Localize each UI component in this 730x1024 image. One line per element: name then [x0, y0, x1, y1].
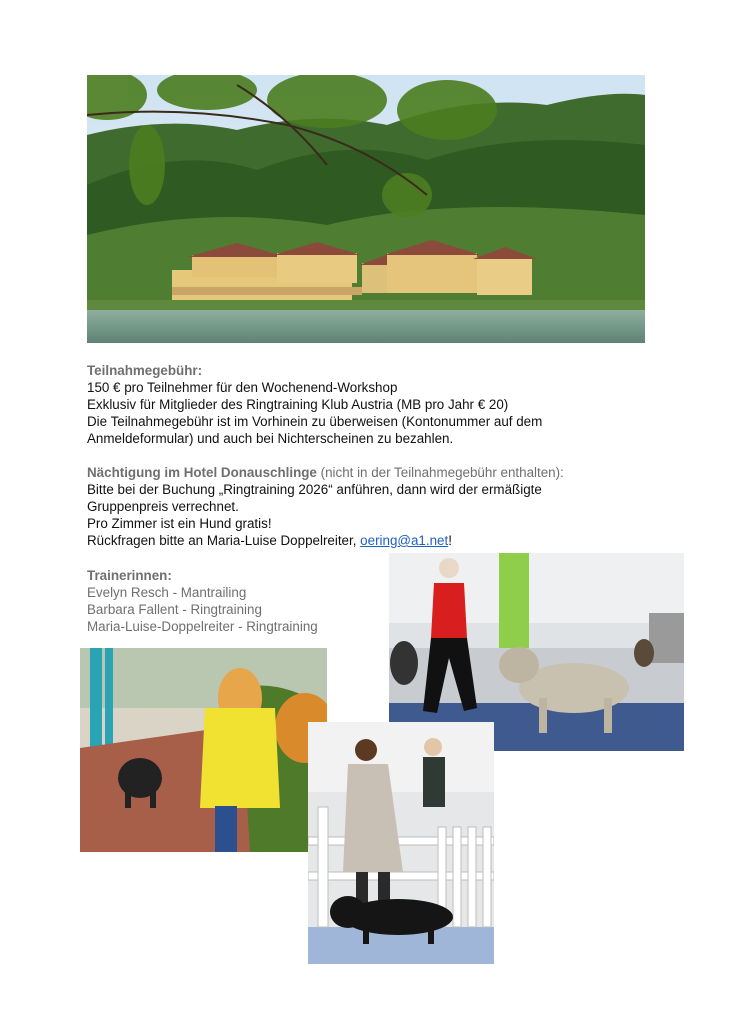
- fee-line: 150 € pro Teilnehmer für den Wochenend-Workshop: [87, 380, 398, 395]
- trainers-heading: Trainerinnen:: [87, 568, 172, 583]
- hotel-photo: [87, 75, 645, 343]
- fee-section: [87, 362, 647, 447]
- email-link[interactable]: oering@a1.net: [360, 533, 449, 548]
- hotel-heading-note: (nicht in der Teilnahmegebühr enthalten):: [316, 465, 564, 480]
- fee-line: Exklusiv für Mitglieder des Ringtraining Klub Austria (MB pro Jahr € 20): [87, 397, 509, 412]
- fee-heading: Teilnahmegebühr:: [87, 363, 203, 378]
- trainer-item: Barbara Fallent - Ringtraining: [87, 602, 262, 617]
- hotel-line: Gruppenpreis verrechnet.: [87, 499, 239, 514]
- trainers-section: [87, 567, 387, 635]
- fee-line: Anmeldeformular) und auch bei Nichterscheinen zu bezahlen.: [87, 431, 454, 446]
- hotel-heading: Nächtigung im Hotel Donauschlinge: [87, 465, 317, 480]
- hotel-line: Pro Zimmer ist ein Hund gratis!: [87, 516, 272, 531]
- contact-line: [87, 532, 667, 549]
- contact-suffix: !: [448, 533, 452, 548]
- street-dog-walk-photo: [80, 648, 327, 852]
- trainer-item: Evelyn Resch - Mantrailing: [87, 585, 247, 600]
- hotel-line: Bitte bei der Buchung „Ringtraining 2026“ anführen, dann wird der ermäßigte: [87, 482, 542, 497]
- contact-prefix: Rückfragen bitte an Maria-Luise Doppelreiter,: [87, 533, 361, 548]
- fee-line: Die Teilnahmegebühr ist im Vorhinein zu überweisen (Kontonummer auf dem: [87, 414, 543, 429]
- trainer-item: Maria-Luise-Doppelreiter - Ringtraining: [87, 619, 318, 634]
- hotel-section: [87, 464, 667, 549]
- dog-show-photo-black-dog: [308, 722, 494, 964]
- hotel-heading-line: [87, 464, 667, 481]
